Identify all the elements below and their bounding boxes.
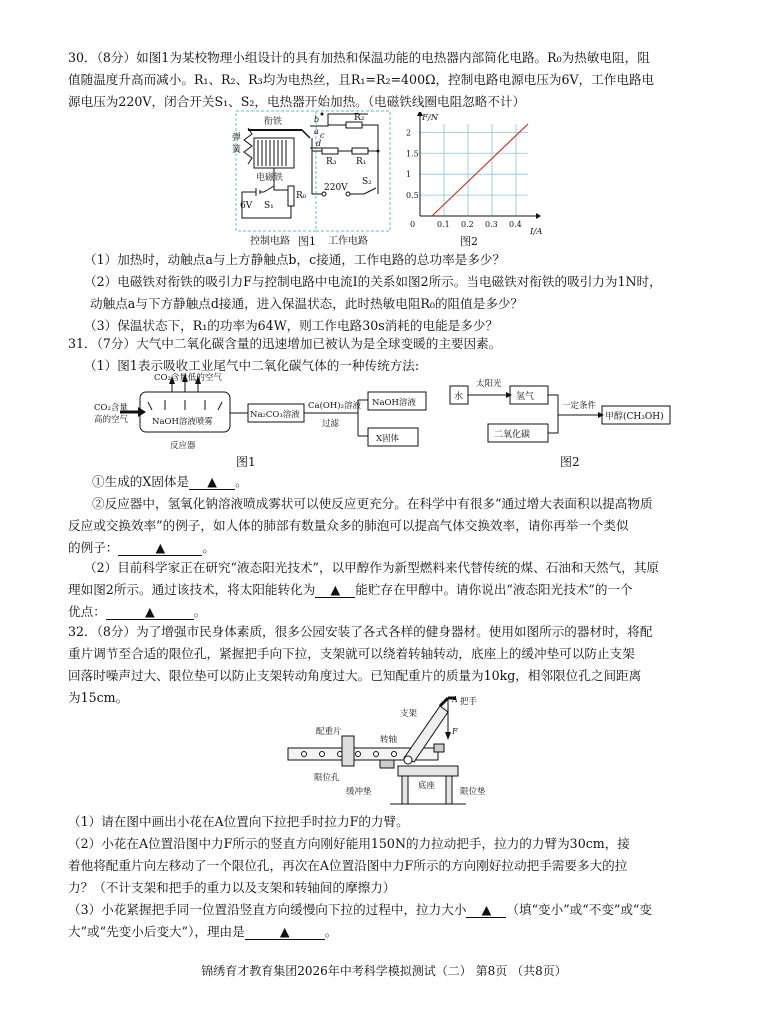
- y-tick-label-1: 1: [406, 170, 412, 180]
- series-line-0: [432, 124, 528, 216]
- label-control-circuit: 控制电路: [250, 236, 290, 247]
- page-footer: 锦绣育才教育集团2026年中考科学模拟测试（二） 第8页 （共8页）: [201, 964, 567, 978]
- label-naoh-solution: NaOH溶液: [372, 398, 416, 408]
- answer-blank-x-solid[interactable]: ▲: [189, 475, 235, 490]
- q31-line-2: （1）图1表示吸收工业尾气中二氧化碳气体的一种传统方法:: [84, 358, 420, 373]
- label-force-f: F: [452, 727, 458, 736]
- label-electromagnet: 电磁铁: [256, 173, 284, 183]
- q31-liquid-sunshine-flow: [440, 370, 702, 452]
- q31-q1b-2: 反应或交换效率”的例子，如人体的肺部有数量众多的肺泡可以提高气体交换效率，请你再举一个类似: [68, 518, 629, 533]
- q31-q2c: 优点： ▲ 。: [68, 604, 207, 619]
- q32-line-3: 回落时噪声过大、限位垫可以防止支架转动角度过大。已知配重片的质量为10kg，相邻限位孔之间距离: [68, 668, 642, 683]
- label-220v: 220V: [324, 183, 348, 193]
- y-tick-label-2: 1.5: [406, 149, 419, 159]
- q30-sub-2: （2）电磁铁对衔铁的吸引力F与控制电路中电流I的关系如图2所示。当电磁铁对衔铁的吸引力为1N时，: [84, 274, 662, 289]
- q32-q3b: 大”或“先变小后变大”），理由是 ▲ 。: [68, 924, 338, 939]
- answer-blank-reason[interactable]: ▲: [245, 925, 325, 940]
- label-weight-plate: 配重片: [316, 727, 342, 737]
- q32-line-4: 为15cm。: [68, 690, 129, 705]
- label-low-co2: CO₂含量低的空气: [154, 373, 222, 383]
- q31-q1b-3: 的例子： ▲ 。: [68, 540, 215, 555]
- q31-fig2-caption: 图2: [560, 455, 580, 469]
- label-spring-1: 弹: [232, 133, 242, 143]
- q32-q3a: （3）小花紧握把手同一位置沿竖直方向缓慢向下拉的过程中，拉力大小 ▲ （填“变小”或“不变”或“变: [68, 902, 652, 917]
- answer-blank-advantage[interactable]: ▲: [106, 605, 194, 620]
- label-armature: 衔铁: [264, 117, 283, 127]
- x-axis-label: I/A: [530, 227, 543, 236]
- y-tick-label-3: 2: [406, 128, 412, 138]
- q32-sub-1: （1）请在图中画出小花在A位置向下拉把手时拉力F的力臂。: [68, 814, 409, 829]
- q32-sub-2b: 着他将配重片向左移动了一个限位孔，再次在A位置沿图中力F所示的方向刚好拉动把手需要多大的拉: [68, 858, 628, 873]
- q32-sub-2: （2）小花在A位置沿图中力F所示的竖直方向刚好能用150N的力拉动把手，拉力的力臂为30cm，接: [68, 836, 630, 851]
- label-na2co3: Na₂CO₃溶液: [250, 410, 300, 420]
- q31-q2a: （2）目前科学家正在研究“液态阳光技术”，以甲醇作为新型燃料来代替传统的煤、石油和天然气，其原: [84, 560, 660, 575]
- q31-fig1-caption: 图1: [236, 455, 256, 469]
- label-co2: 二氧化碳: [494, 430, 531, 440]
- label-water: 水: [454, 392, 464, 402]
- q30-sub-1: （1）加热时，动触点a与上方静触点b，c接通，工作电路的总功率是多少？: [84, 252, 506, 267]
- label-x-solid: X固体: [376, 434, 400, 444]
- y-axis-label: F/N: [422, 113, 439, 123]
- q32-line-2: 重片调节至合适的限位孔，紧握把手向下拉，支架就可以绕着转轴转动，底座上的缓冲垫可以防止支架: [68, 646, 635, 661]
- label-limit-pad: 限位垫: [460, 787, 486, 797]
- q31-q1b-1: ②反应器中，氢氧化钠溶液喷成雾状可以使反应更充分。在科学中有很多“通过增大表面积以提高物质: [92, 496, 653, 511]
- origin-label: 0: [410, 220, 416, 229]
- label-high-co2-2: 高的空气: [94, 415, 129, 425]
- label-methanol: 甲醇(CH₃OH): [605, 412, 664, 422]
- label-r2: R₂: [354, 113, 365, 123]
- label-r1: R₁: [356, 157, 367, 167]
- label-b: b: [314, 115, 320, 124]
- x-axis-arrow: [536, 213, 541, 219]
- x-tick-label-0: 0.1: [437, 220, 450, 229]
- label-hydrogen: 氢气: [516, 392, 535, 402]
- q30-line-3: 源电压为220V，闭合开关S₁、S₂，电热器开始加热。（电磁铁线圈电阻忽略不计）: [68, 94, 526, 109]
- answer-blank-energy[interactable]: ▲: [315, 583, 355, 598]
- label-bracket: 支架: [400, 709, 418, 719]
- q30-fi-chart: [398, 112, 548, 236]
- label-r3: R₃: [326, 157, 337, 167]
- label-high-co2-1: CO₂含量: [94, 403, 128, 413]
- label-a: a: [314, 127, 319, 136]
- q31-q1a: ①生成的X固体是 ▲ 。: [92, 474, 248, 489]
- label-filter: 过滤: [322, 419, 340, 429]
- x-tick-label-3: 0.4: [509, 220, 522, 229]
- label-base: 底座: [418, 781, 436, 791]
- q30-fig1-caption: 图1: [298, 235, 316, 248]
- q32-fitness-machine-figure: [280, 696, 500, 812]
- label-work-circuit: 工作电路: [328, 236, 368, 247]
- q31-reactor-flow: [90, 370, 440, 452]
- y-tick-label-0: 0.5: [406, 191, 419, 201]
- q32-line-1: 32．（8分）为了增强市民身体素质，很多公园安装了各式各样的健身器材。使用如图所示的器材时，将配: [68, 624, 653, 639]
- q31-line-1: 31．（7分）大气中二氧化碳含量的迅速增加已被认为是全球变暖的主要因素。: [68, 336, 502, 351]
- label-caoh2: Ca(OH)₂溶液: [308, 401, 361, 411]
- label-d: d: [316, 139, 322, 148]
- label-spring-2: 簧: [232, 145, 242, 155]
- label-buffer-pad: 缓冲垫: [346, 787, 372, 797]
- q30-line-2: 值随温度升高而减小。R₁、R₂、R₃均为电热丝，且R₁=R₂=400Ω，控制电路电源电压为6V，工作电路电: [68, 72, 655, 87]
- label-limit-hole: 限位孔: [314, 773, 340, 783]
- q30-circuit-figure: [228, 108, 396, 248]
- label-naoh-spray: NaOH溶液喷雾: [152, 417, 213, 427]
- label-c: c: [320, 131, 325, 140]
- label-6v: 6V: [240, 201, 253, 211]
- x-tick-label-2: 0.3: [485, 220, 498, 229]
- label-reactor: 反应器: [170, 441, 196, 451]
- label-r0: R₀: [296, 191, 307, 201]
- q31-q2b: 理如图2所示。通过该技术，将太阳能转化为 ▲ 能贮存在甲醇中。请你说出“液态阳光技术”的一个: [68, 582, 633, 597]
- label-condition: 一定条件: [562, 401, 597, 411]
- q30-sub-3: （3）保温状态下，R₁的功率为64W，则工作电路30s消耗的电能是多少？: [84, 318, 499, 333]
- label-axis: 转轴: [380, 735, 398, 745]
- label-s2: S₂: [362, 177, 372, 187]
- q30-fig2-caption: 图2: [460, 235, 478, 248]
- label-a-point: A: [452, 696, 458, 704]
- answer-blank-example[interactable]: ▲: [118, 541, 202, 556]
- q32-sub-2c: 力？（不计支架和把手的重力以及支架和转轴间的摩擦力）: [68, 880, 396, 895]
- q30-line-1: 30．（8分）如图1为某校物理小组设计的具有加热和保温功能的电热器内部简化电路。R₀为热敏电阻，阻: [68, 50, 650, 65]
- label-handle: 把手: [460, 697, 478, 707]
- x-tick-label-1: 0.2: [461, 220, 474, 229]
- label-sunlight: 太阳光: [476, 379, 502, 389]
- label-s1: S₁: [264, 201, 274, 211]
- answer-blank-force-change[interactable]: ▲: [466, 903, 506, 918]
- q30-sub-2b: 动触点a与下方静触点d接通，进入保温状态，此时热敏电阻R₀的阻值是多少？: [90, 296, 524, 311]
